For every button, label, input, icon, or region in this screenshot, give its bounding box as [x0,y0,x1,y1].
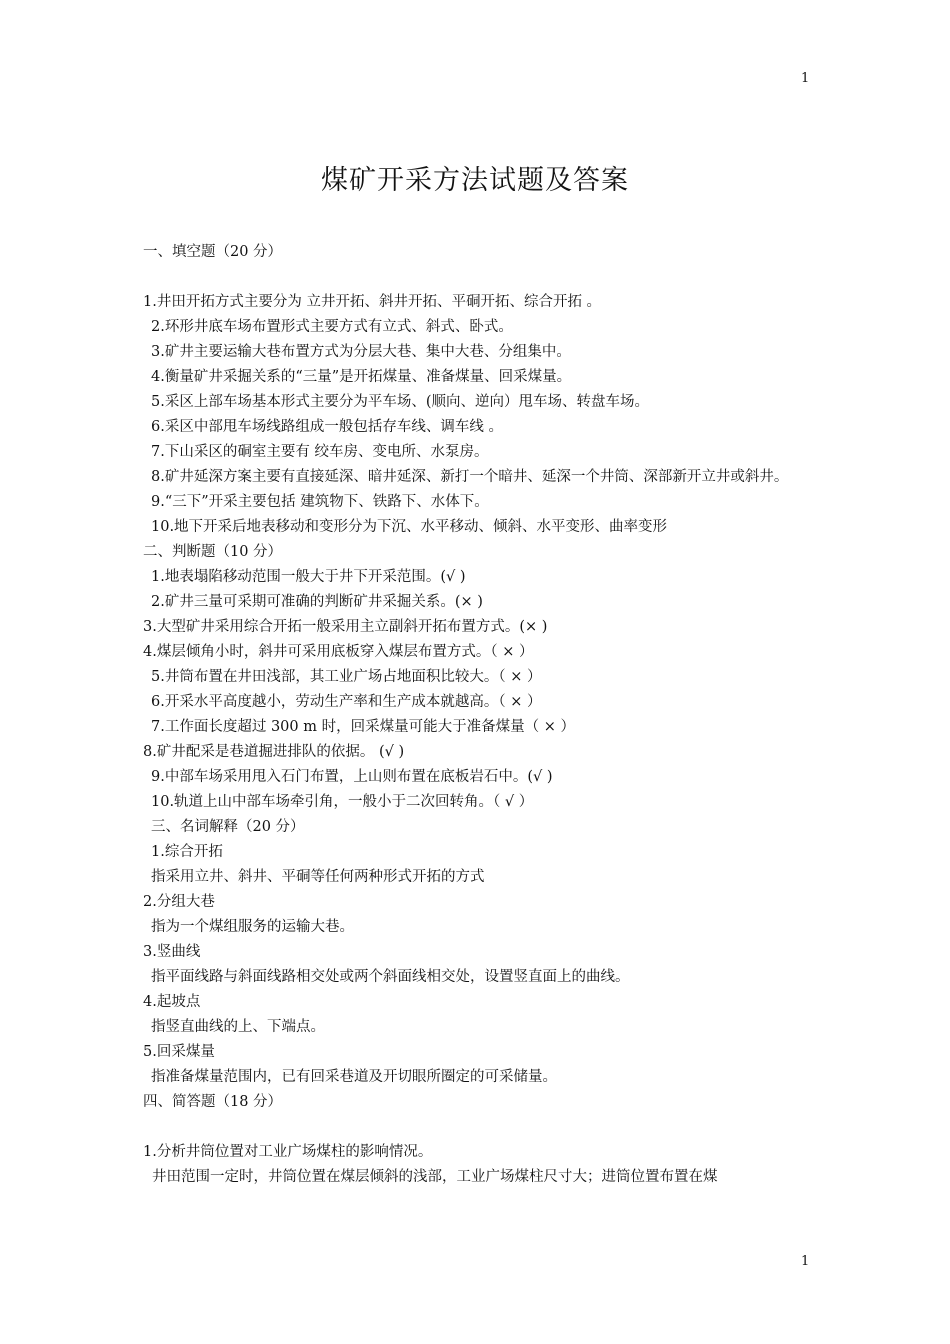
true-false-item-8: 8.矿井配采是巷道掘进排队的依据。 (√ ) [143,744,405,760]
true-false-item-6: 6.开采水平高度越小，劳动生产率和生产成本就越高。（ × ） [151,694,542,710]
definition-term-4: 4.起坡点 [143,994,201,1010]
page-number-bottom: 1 [801,1254,810,1269]
true-false-item-1: 1.地表塌陷移动范围一般大于井下开采范围。(√ ) [151,569,466,585]
definition-term-5: 5.回采煤量 [143,1044,215,1060]
section-heading-fill-blank: 一、填空题（20 分） [143,244,283,260]
section-heading-definitions: 三、名词解释（20 分） [151,819,305,835]
definition-text-5: 指准备煤量范围内，已有回采巷道及开切眼所圈定的可采储量。 [151,1069,557,1085]
fill-blank-item-5: 5.采区上部车场基本形式主要分为平车场、(顺向、逆向）甩车场、转盘车场。 [151,394,649,410]
definition-term-3: 3.竖曲线 [143,944,201,960]
fill-blank-item-10: 10.地下开采后地表移动和变形分为下沉、水平移动、倾斜、水平变形、曲率变形 [151,519,668,535]
definition-text-1: 指采用立井、斜井、平硐等任何两种形式开拓的方式 [151,869,485,885]
definition-term-2: 2.分组大巷 [143,894,215,910]
fill-blank-item-3: 3.矿井主要运输大巷布置方式为分层大巷、集中大巷、分组集中。 [151,344,571,360]
document-title: 煤矿开采方法试题及答案 [321,165,629,196]
true-false-item-7: 7.工作面长度超过 300 m 时，回采煤量可能大于准备煤量（ × ） [151,719,575,735]
fill-blank-item-8: 8.矿井延深方案主要有直接延深、暗井延深、新打一个暗井、延深一个井筒、深部新开立井或斜井。 [151,469,789,485]
definition-text-3: 指平面线路与斜面线路相交处或两个斜面线相交处，设置竖直面上的曲线。 [151,969,630,985]
section-heading-true-false: 二、判断题（10 分） [143,544,283,560]
true-false-item-10: 10.轨道上山中部车场牵引角，一般小于二次回转角。（ √ ） [151,794,534,810]
short-answer-question-1: 1.分析井筒位置对工业广场煤柱的影响情况。 [143,1144,433,1160]
fill-blank-item-4: 4.衡量矿井采掘关系的“三量”是开拓煤量、准备煤量、回采煤量。 [151,369,572,385]
true-false-item-4: 4.煤层倾角小时，斜井可采用底板穿入煤层布置方式。（ × ） [143,644,534,660]
true-false-item-5: 5.井筒布置在井田浅部，其工业广场占地面积比较大。（ × ） [151,669,542,685]
page-number-top: 1 [801,71,810,86]
fill-blank-item-2: 2.环形井底车场布置形式主要方式有立式、斜式、卧式。 [151,319,513,335]
fill-blank-item-7: 7.下山采区的硐室主要有 绞车房、变电所、水泵房。 [151,444,489,460]
true-false-item-9: 9.中部车场采用甩入石门布置，上山则布置在底板岩石中。(√ ) [151,769,553,785]
true-false-item-2: 2.矿井三量可采期可准确的判断矿井采掘关系。(× ) [151,594,483,610]
fill-blank-item-1: 1.井田开拓方式主要分为 立井开拓、斜井开拓、平硐开拓、综合开拓 。 [143,294,602,310]
definition-text-2: 指为一个煤组服务的运输大巷。 [151,919,354,935]
fill-blank-item-9: 9.“三下”开采主要包括 建筑物下、铁路下、水体下。 [151,494,489,510]
definition-term-1: 1.综合开拓 [151,844,223,860]
fill-blank-item-6: 6.采区中部甩车场线路组成一般包括存车线、调车线 。 [151,419,503,435]
definition-text-4: 指竖直曲线的上、下端点。 [151,1019,325,1035]
true-false-item-3: 3.大型矿井采用综合开拓一般采用主立副斜开拓布置方式。(× ) [143,619,548,635]
section-heading-short-answer: 四、简答题（18 分） [143,1094,283,1110]
short-answer-text-1: 井田范围一定时，井筒位置在煤层倾斜的浅部，工业广场煤柱尺寸大；进筒位置布置在煤 [152,1169,718,1185]
document-body [143,240,811,1190]
